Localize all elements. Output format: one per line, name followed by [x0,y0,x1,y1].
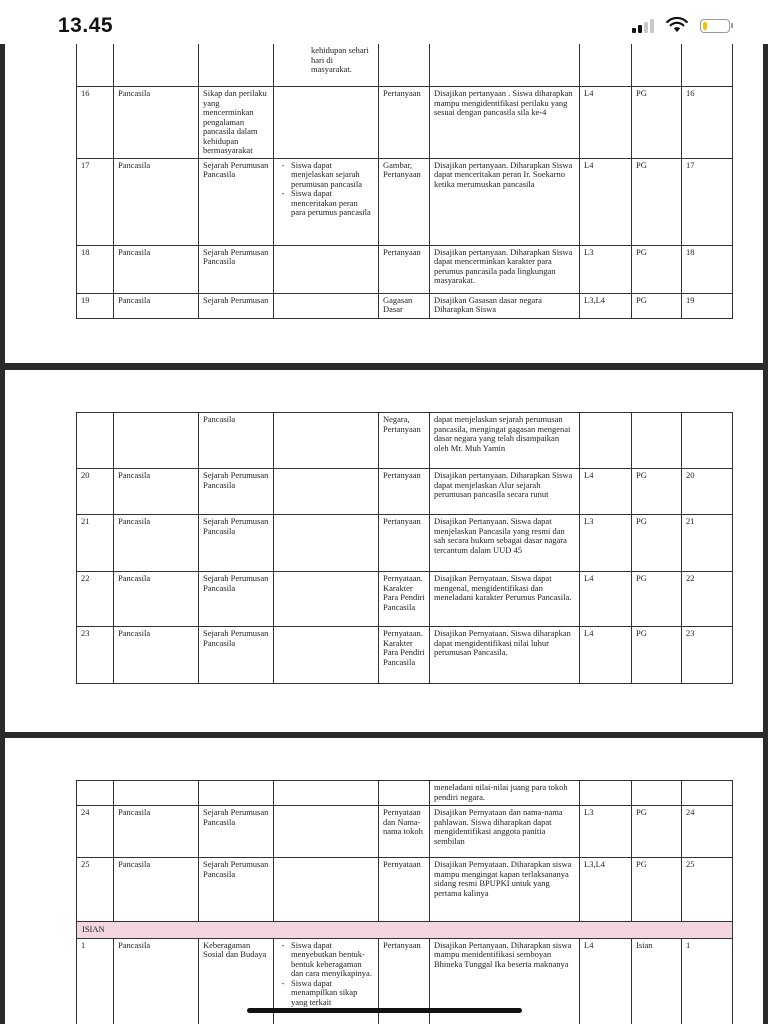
cell-item-no: 25 [682,858,733,922]
cell-no: 18 [77,245,114,293]
cell-form: PG [632,806,682,858]
cell-subject [114,413,199,469]
cell-subject: Pancasila [114,515,199,572]
cell-subject: Pancasila [114,627,199,684]
cell-item-no: 21 [682,515,733,572]
cell-description: Disajikan Pertanyaan. Siswa dapat menjelaskan Pancasila yang resmi dan sah secara hukum sebagai dasar nagara tercantum dalam UUD 45 [430,515,580,572]
cell-item-no: 17 [682,158,733,245]
cell-material: Sejarah Perumusan Pancasila [199,858,274,922]
cell-no: 25 [77,858,114,922]
indicator-text: Siswa dapat menjelaskan sejarah perumusan pancasila [291,159,363,189]
cell-form [632,44,682,87]
status-bar [0,0,768,44]
table-row [77,627,733,684]
cell-description: Disajikan pertanyaan. Diharapkan Siswa dapat menceritakan peran Ir. Soekarno ketika merumuskan pancasila [430,158,580,245]
cell-level: L4 [580,87,632,159]
cell-no: 17 [77,158,114,245]
indicator-bullet: - Siswa dapat menampilkan sikap yang terkait [278,979,374,1008]
cell-indicator [274,245,379,293]
cell-description [430,44,580,87]
cell-material: Sikap dan perilaku yang mencerminkan pengalaman pancasila dalam kehidupan bermasyarakat [199,87,274,159]
cell-no: 20 [77,469,114,515]
battery-icon [700,19,730,33]
cell-level: L4 [580,627,632,684]
cell-indicator [274,858,379,922]
table-row [77,781,733,806]
cell-item-no: 19 [682,293,733,318]
cell-material [199,781,274,806]
cell-stimulus: Pernyataan [379,858,430,922]
document-page-3 [5,738,763,1024]
cell-no: 16 [77,87,114,159]
cell-objective [274,44,379,87]
table-row [77,293,733,318]
table-row [77,87,733,159]
indicator-bullet: - Siswa dapat menjelaskan sejarah perumusan pancasila [278,161,374,190]
cell-subject: Pancasila [114,245,199,293]
cell-item-no [682,44,733,87]
table-row [77,44,733,87]
cell-level: L3 [580,245,632,293]
cell-no [77,413,114,469]
cell-level [580,781,632,806]
cell-stimulus: Pernyataan dan Nama-nama tokoh [379,806,430,858]
cell-indicator [274,781,379,806]
document-page-1 [5,0,763,363]
cell-subject [114,781,199,806]
cell-subject: Pancasila [114,938,199,1024]
cell-subject: Pancasila [114,469,199,515]
document-page-2 [5,370,763,732]
indicator-text: Siswa dapat menyebutkan bentuk-bentuk keberagaman dan cara menyikapinya. [291,939,372,978]
cell-indicator [274,572,379,627]
cell-indicator [274,87,379,159]
cell-subject: Pancasila [114,572,199,627]
cell-item-no [682,781,733,806]
cell-level: L4 [580,572,632,627]
cell-form: PG [632,293,682,318]
cell-material: Sejarah Perumusan Pancasila [199,572,274,627]
cell-description: Disajikan pertanyaan. Diharapkan Siswa dapat menjelaskan Alur sejarah perumusan pancasila secara runut [430,469,580,515]
table-row [77,158,733,245]
cell-stimulus: Negara, Pertanyaan [379,413,430,469]
cell-stimulus: Pernyataan. Karakter Para Pendiri Pancasila [379,572,430,627]
cell-indicator [274,515,379,572]
cell-description: Disajikan Pernyataan. Siswa diharapkan dapat mengidentifikasi nilai luhur perumusan Pancasila. [430,627,580,684]
cell-form: PG [632,627,682,684]
table-row [77,245,733,293]
cell-no [77,781,114,806]
cellular-signal-icon [632,19,654,33]
cell-level: L3 [580,806,632,858]
cell-item-no: 1 [682,938,733,1024]
cell-form: PG [632,245,682,293]
cell-indicator [274,627,379,684]
cell-form: PG [632,87,682,159]
cell-description: Disajikan pertanyaan . Siswa diharapkan mampu mengidentifikasi perilaku yang sesuai dengan pancasila sila ke-4 [430,87,580,159]
indicator-text: Siswa dapat menceritakan peran para perumus pancasila [291,188,371,217]
cell-form: PG [632,515,682,572]
cell-description: Disajikan pertanyaan. Diharapkan Siswa dapat mencerminkan karakter para perumus pancasila pada lingkungan masyarakat. [430,245,580,293]
cell-description: Disajikan Gasasan dasar negara Diharapkan Siswa [430,293,580,318]
cell-material: Sejarah Perumusan [199,293,274,318]
cell-subject: Pancasila [114,87,199,159]
cell-subject: Pancasila [114,806,199,858]
cell-description: Disajikan Pernyataan. Siswa dapat mengenal, mengidentifikasi dan meneladani karakter Perumus Pancasila. [430,572,580,627]
indicator-text: Siswa dapat menampilkan sikap yang terkait [291,977,358,1007]
cell-stimulus: Pernyataan. Karakter Para Pendiri Pancasila [379,627,430,684]
cell-indicator [274,293,379,318]
cell-item-no: 24 [682,806,733,858]
cell-item-no: 22 [682,572,733,627]
cell-material: Sejarah Perumusan Pancasila [199,515,274,572]
battery-level-fill [703,22,707,30]
cell-no: 24 [77,806,114,858]
cell-stimulus: Pertanyaan [379,87,430,159]
cell-stimulus [379,781,430,806]
cell-material: Sejarah Perumusan Pancasila [199,469,274,515]
cell-description: Disajikan Pernyataan dan nama-nama pahlawan. Siswa diharapkan dapat mengidentifikasi anggota panitia sembilan [430,806,580,858]
cell-indicator [274,158,379,245]
cell-indicator [274,469,379,515]
cell-item-no [682,413,733,469]
cell-description: meneladani nilai-nilai juang para tokoh pendiri negara. [430,781,580,806]
cell-no [77,44,114,87]
table-row [77,806,733,858]
cell-form: PG [632,158,682,245]
cell-level [580,413,632,469]
status-icons [632,17,730,33]
cell-indicator [274,413,379,469]
cell-level: L3,L4 [580,293,632,318]
table-row [77,413,733,469]
cell-stimulus [379,44,430,87]
cell-material [199,44,274,87]
indicator-bullet: - Siswa dapat menyebutkan bentuk-bentuk keberagaman dan cara menyikapinya. [278,941,374,979]
cell-description: Disajikan Pernyataan. Diharapkan siswa mampu mengingat kapan terlaksananya sidang resmi BPUPKI untuk yang pertama kalinya [430,858,580,922]
table-row [77,572,733,627]
section-row-isian [77,922,733,939]
cell-level: L3 [580,515,632,572]
cell-stimulus: Pertanyaan [379,245,430,293]
cell-no: 1 [77,938,114,1024]
cell-stimulus: Pertanyaan [379,938,430,1024]
cell-material: Sejarah Perumusan Pancasila [199,158,274,245]
cell-description: Disajikan Pertanyaan. Diharapkan siswa mampu menidentifikasi semboyan Bhineka Tunggal Ika beserta maknanya [430,938,580,1024]
cell-description: dapat menjelaskan sejarah perumusan pancasila, mengingat gagasan mengenai dasar negara yang telah disampaikan oleh Mr. Muh Yamin [430,413,580,469]
cell-form: PG [632,469,682,515]
cell-level: L4 [580,158,632,245]
cell-form: Isian [632,938,682,1024]
cell-material: Pancasila [199,413,274,469]
cell-material: Sejarah Perumusan Pancasila [199,245,274,293]
cell-form [632,781,682,806]
cell-objective-text: kehidupan sehari hari di masyarakat. [311,45,369,74]
cell-item-no: 23 [682,627,733,684]
wifi-icon [664,17,690,33]
cell-form: PG [632,572,682,627]
cell-material: Keberagaman Sosial dan Budaya [199,938,274,1024]
cell-no: 21 [77,515,114,572]
cell-no: 23 [77,627,114,684]
table-row [77,515,733,572]
cell-no: 19 [77,293,114,318]
cell-stimulus: Pertanyaan [379,515,430,572]
cell-subject: Pancasila [114,158,199,245]
cell-material: Sejarah Perumusan Pancasila [199,627,274,684]
cell-no: 22 [77,572,114,627]
cell-material: Sejarah Perumusan Pancasila [199,806,274,858]
cell-item-no: 20 [682,469,733,515]
table-row [77,858,733,922]
cell-item-no: 18 [682,245,733,293]
cell-stimulus: Gagasan Dasar [379,293,430,318]
cell-level [580,44,632,87]
cell-stimulus: Pertanyaan [379,469,430,515]
table-row [77,469,733,515]
grid-table-page-1 [76,43,733,319]
cell-stimulus: Gambar, Pertanyaan [379,158,430,245]
section-label: ISIAN [77,922,733,939]
grid-table-page-3 [76,780,733,1024]
cell-level: L4 [580,938,632,1024]
cell-item-no: 16 [682,87,733,159]
cell-subject [114,44,199,87]
cell-subject: Pancasila [114,293,199,318]
indicator-bullet: - Siswa dapat menceritakan peran para perumus pancasila [278,189,374,218]
cell-form: PG [632,858,682,922]
cell-indicator [274,806,379,858]
cell-level: L4 [580,469,632,515]
cell-level: L3,L4 [580,858,632,922]
home-indicator[interactable] [247,1008,522,1013]
status-time: 13.45 [58,14,114,37]
cell-form [632,413,682,469]
grid-table-page-2 [76,412,733,684]
cell-subject: Pancasila [114,858,199,922]
